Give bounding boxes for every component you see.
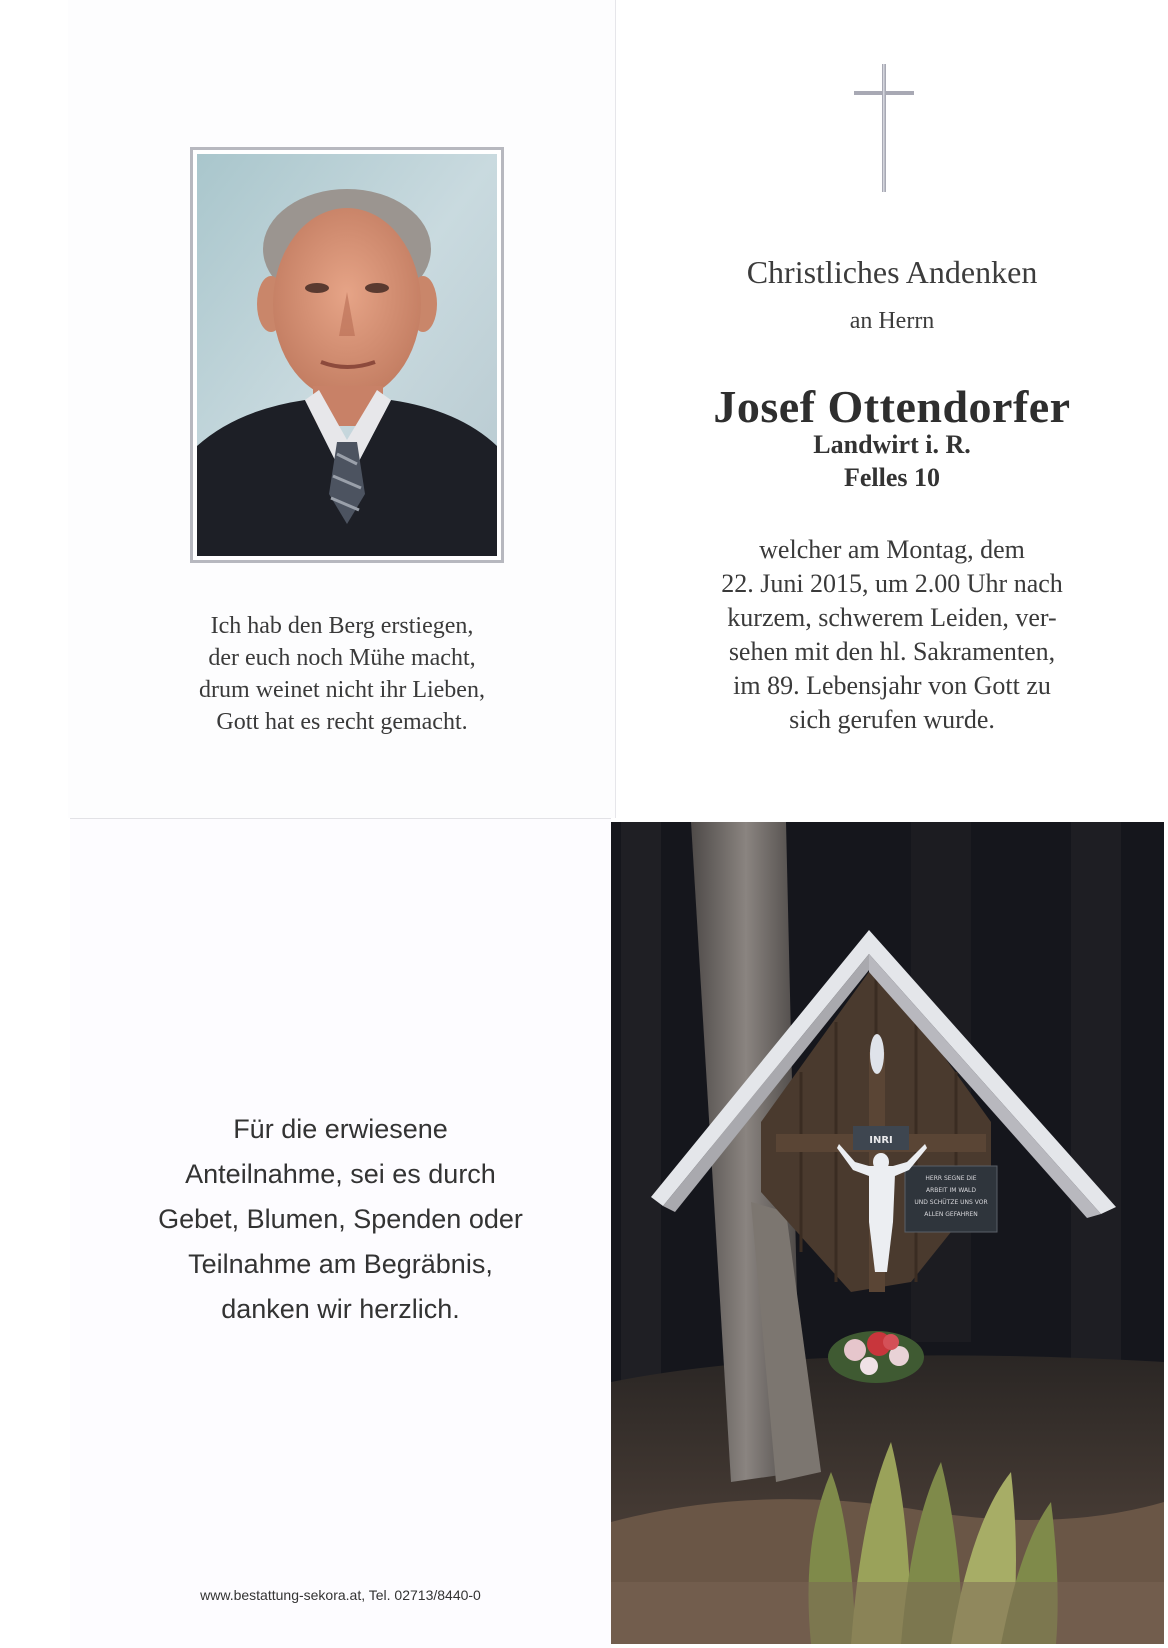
funeral-home-footer: www.bestattung-sekora.at, Tel. 02713/8440-0: [200, 1587, 481, 1603]
portrait-image: [197, 154, 497, 556]
thanks-line: Für die erwiesene: [233, 1114, 448, 1144]
poem-line: Gott hat es recht gemacht.: [216, 709, 468, 735]
card-inner-right: [616, 0, 1168, 818]
plaque-line: HERR SEGNE DIE: [925, 1175, 977, 1182]
deceased-address: Felles 10: [843, 463, 941, 492]
inri-label: INRI: [869, 1135, 893, 1146]
cross-icon: [852, 64, 916, 192]
memorial-heading: Christliches Andenken: [746, 254, 1038, 290]
thanks-line: danken wir herzlich.: [221, 1294, 460, 1324]
death-notice: [616, 533, 1168, 737]
notice-line: welcher am Montag, dem: [759, 535, 1025, 564]
thanks-line: Gebet, Blumen, Spenden oder: [158, 1204, 523, 1234]
memorial-poem: [68, 610, 616, 738]
card-back-left: [70, 818, 611, 1648]
plaque-line: ARBEIT IM WALD: [925, 1187, 977, 1194]
plaque-line: UND SCHÜTZE UNS VOR: [914, 1199, 988, 1206]
deceased-name: Josef Ottendorfer: [713, 381, 1071, 432]
card-inner-left: [68, 0, 616, 818]
memorial-subheading: an Herrn: [849, 308, 935, 334]
thanks-line: Teilnahme am Begräbnis,: [188, 1249, 493, 1279]
plaque-line: ALLEN GEFAHREN: [924, 1211, 978, 1218]
deceased-occupation: Landwirt i. R.: [813, 430, 971, 459]
poem-line: der euch noch Mühe macht,: [208, 645, 476, 671]
shrine-photo: [611, 822, 1164, 1644]
thanks-line: Anteilnahme, sei es durch: [185, 1159, 496, 1189]
shrine-photo-image: [611, 822, 1164, 1644]
notice-line: 22. Juni 2015, um 2.00 Uhr nach: [721, 569, 1063, 598]
notice-line: sich gerufen wurde.: [789, 705, 995, 734]
poem-line: drum weinet nicht ihr Lieben,: [199, 677, 485, 703]
notice-line: kurzem, schwerem Leiden, ver-: [727, 603, 1057, 632]
notice-line: im 89. Lebensjahr von Gott zu: [733, 671, 1051, 700]
flower-bouquet: [828, 1331, 924, 1383]
notice-line: sehen mit den hl. Sakramenten,: [728, 637, 1056, 666]
thanks-message: [70, 1107, 611, 1332]
poem-line: Ich hab den Berg erstiegen,: [210, 613, 474, 639]
portrait-photo: [190, 147, 504, 563]
